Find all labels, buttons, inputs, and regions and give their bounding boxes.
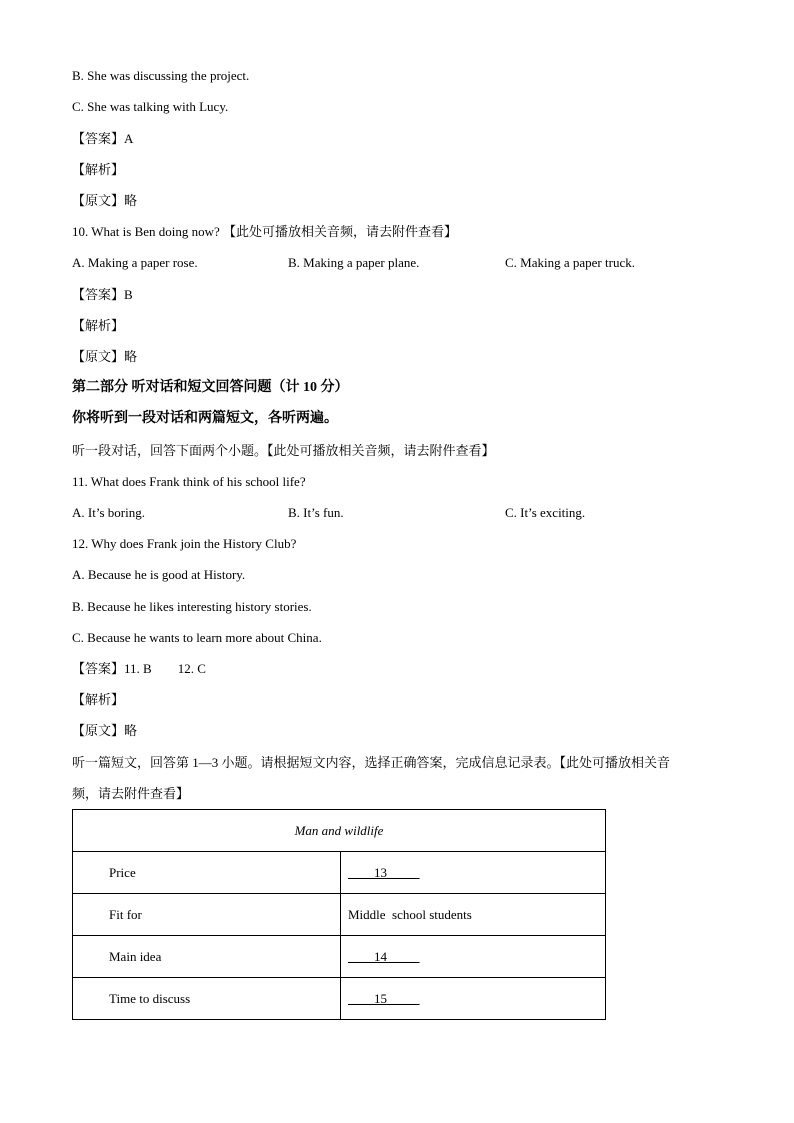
q11-option-b: B. It’s fun. [288, 505, 344, 520]
row-label-main-idea: Main idea [73, 936, 341, 978]
q11-12-original: 【原文】略 [72, 723, 138, 738]
q11-question: 11. What does Frank think of his school life? [72, 474, 306, 489]
q10-original: 【原文】略 [72, 349, 138, 364]
info-record-table [72, 809, 606, 1020]
q10-option-a: A. Making a paper rose. [72, 255, 198, 270]
q9-option-b: B. She was discussing the project. [72, 68, 250, 83]
row-label-price: Price [73, 852, 341, 894]
part2-instruction: 你将听到一段对话和两篇短文，各听两遍。 [72, 411, 338, 426]
q9-original: 【原文】略 [72, 193, 138, 208]
q10-option-c: C. Making a paper truck. [505, 255, 635, 270]
q9-option-c: C. She was talking with Lucy. [72, 99, 229, 114]
table-title: Man and wildlife [73, 810, 606, 852]
blank-15: ____15_____ [348, 990, 420, 1006]
passage-intro-line1: 听一篇短文，回答第 1—3 小题。请根据短文内容，选择正确答案，完成信息记录表。【此处可播放相关音 [72, 755, 671, 770]
part2-title: 第二部分 听对话和短文回答问题（计 10 分） [72, 380, 349, 395]
table-row [73, 936, 606, 978]
q10-question: 10. What is Ben doing now? 【此处可播放相关音频，请去附件查看】 [72, 224, 458, 239]
dialogue-intro: 听一段对话，回答下面两个小题。【此处可播放相关音频，请去附件查看】 [72, 443, 495, 458]
table-row [73, 852, 606, 894]
blank-14: ____14_____ [348, 948, 420, 964]
passage-intro-line2: 频，请去附件查看】 [72, 786, 190, 801]
q10-answer: 【答案】B [72, 287, 133, 302]
table-row [73, 978, 606, 1020]
q11-12-answer: 【答案】11. B 12. C [72, 661, 206, 676]
row-label-time-to-discuss: Time to discuss [73, 978, 341, 1020]
q11-12-analysis: 【解析】 [72, 692, 125, 707]
q10-option-b: B. Making a paper plane. [288, 255, 420, 270]
q12-option-b: B. Because he likes interesting history stories. [72, 599, 312, 614]
table-row [73, 894, 606, 936]
table-title-row [73, 810, 606, 852]
q11-option-a: A. It’s boring. [72, 505, 145, 520]
q12-option-c: C. Because he wants to learn more about China. [72, 630, 322, 645]
blank-13: ____13_____ [348, 864, 420, 880]
row-label-fit-for: Fit for [73, 894, 341, 936]
q12-question: 12. Why does Frank join the History Club? [72, 536, 297, 551]
q11-option-c: C. It’s exciting. [505, 505, 586, 520]
q9-answer: 【答案】A [72, 131, 134, 146]
row-value-fit-for: Middle school students [341, 894, 606, 936]
q10-analysis: 【解析】 [72, 318, 125, 333]
q12-option-a: A. Because he is good at History. [72, 567, 246, 582]
q9-analysis: 【解析】 [72, 162, 125, 177]
